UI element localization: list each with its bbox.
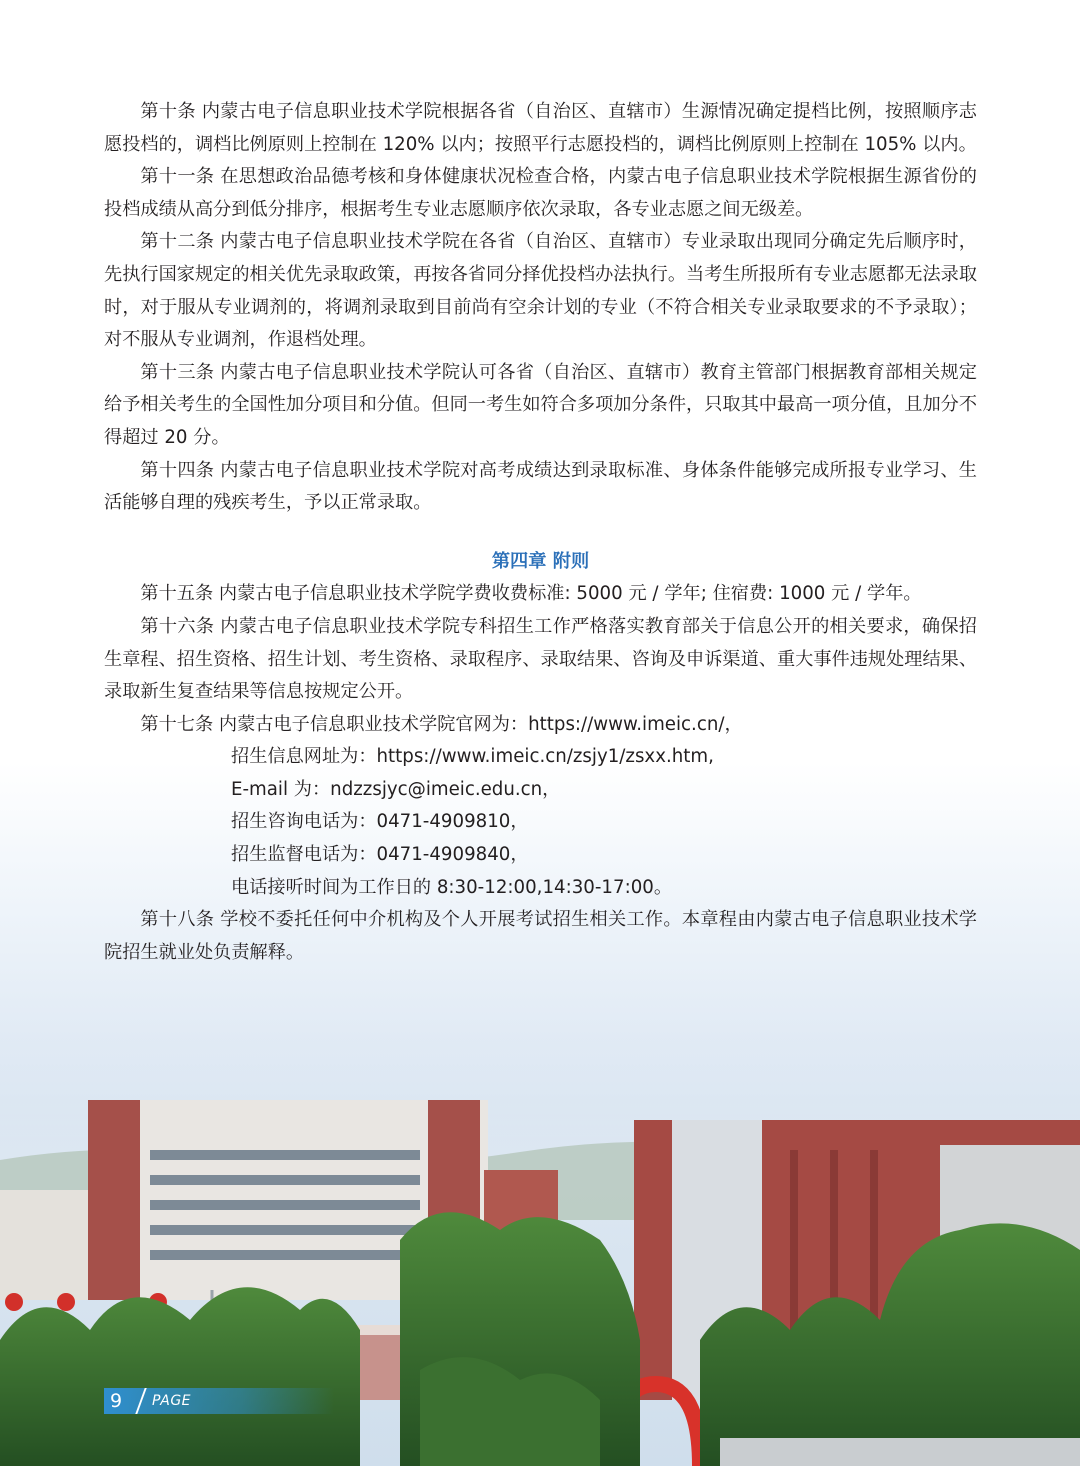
supervise-phone-line: 招生监督电话为：0471-4909840， <box>231 844 529 866</box>
page-word-label: PAGE <box>152 1393 192 1409</box>
regulation-text <box>104 96 977 969</box>
article-14: 第十四条 内蒙古电子信息职业技术学院对高考成绩达到录取标准、身体条件能够完成所报专业学习、生活能够自理的残疾考生，予以正常录取。 <box>104 459 977 514</box>
article-18: 第十八条 学校不委托任何中介机构及个人开展考试招生相关工作。本章程由内蒙古电子信息职业技术学院招生就业处负责解释。 <box>104 909 977 963</box>
article-17: 第十七条 内蒙古电子信息职业技术学院官网为：https://www.imeic.cn/， <box>140 713 743 735</box>
article-15: 第十五条 内蒙古电子信息职业技术学院学费收费标准: 5000 元 / 学年; 住宿费: 1000 元 / 学年。 <box>140 583 922 605</box>
page-number: 9 <box>110 1390 123 1412</box>
consult-phone-line: 招生咨询电话为：0471-4909810， <box>231 811 529 833</box>
article-12: 第十二条 内蒙古电子信息职业技术学院在各省（自治区、直辖市）专业录取出现同分确定先后顺序时，先执行国家规定的相关优先录取政策，再按各省同分择优投档办法执行。当考生所报所有专业志愿都无法录取时，对于服从专业调剂的，将调剂录取到目前尚有空余计划的专业（不符合相关专业录取要求的不予录取）；对不服从专业调剂，作退档处理。 <box>104 231 978 351</box>
email-line: E-mail 为：ndzzsjyc@imeic.edu.cn， <box>231 778 561 800</box>
admission-info-url: 招生信息网址为：https://www.imeic.cn/zsjy1/zsxx.htm, <box>231 746 714 768</box>
article-10: 第十条 内蒙古电子信息职业技术学院根据各省（自治区、直辖市）生源情况确定提档比例，按照顺序志愿投档的，调档比例原则上控制在 120% 以内；按照平行志愿投档的，调档比例原则上控制在 105% 以内。 <box>104 101 977 155</box>
article-16: 第十六条 内蒙古电子信息职业技术学院专科招生工作严格落实教育部关于信息公开的相关要求，确保招生章程、招生资格、招生计划、考生资格、录取程序、录取结果、咨询及申诉渠道、重大事件违规处理结果、录取新生复查结果等信息按规定公开。 <box>104 615 978 703</box>
phone-hours-line: 电话接听时间为工作日的 8:30-12:00,14:30-17:00。 <box>231 876 673 898</box>
article-11: 第十一条 在思想政治品德考核和身体健康状况检查合格，内蒙古电子信息职业技术学院根据生源省份的投档成绩从高分到低分排序，根据考生专业志愿顺序依次录取，各专业志愿之间无级差。 <box>104 166 977 220</box>
chapter-4-heading: 第四章 附则 <box>491 550 590 572</box>
article-13: 第十三条 内蒙古电子信息职业技术学院认可各省（自治区、直辖市）教育主管部门根据教育部相关规定给予相关考生的全国性加分项目和分值。但同一考生如符合多项加分条件，只取其中最高一项分值，且加分不得超过 20 分。 <box>104 361 978 448</box>
page-number-tag <box>104 1388 334 1414</box>
